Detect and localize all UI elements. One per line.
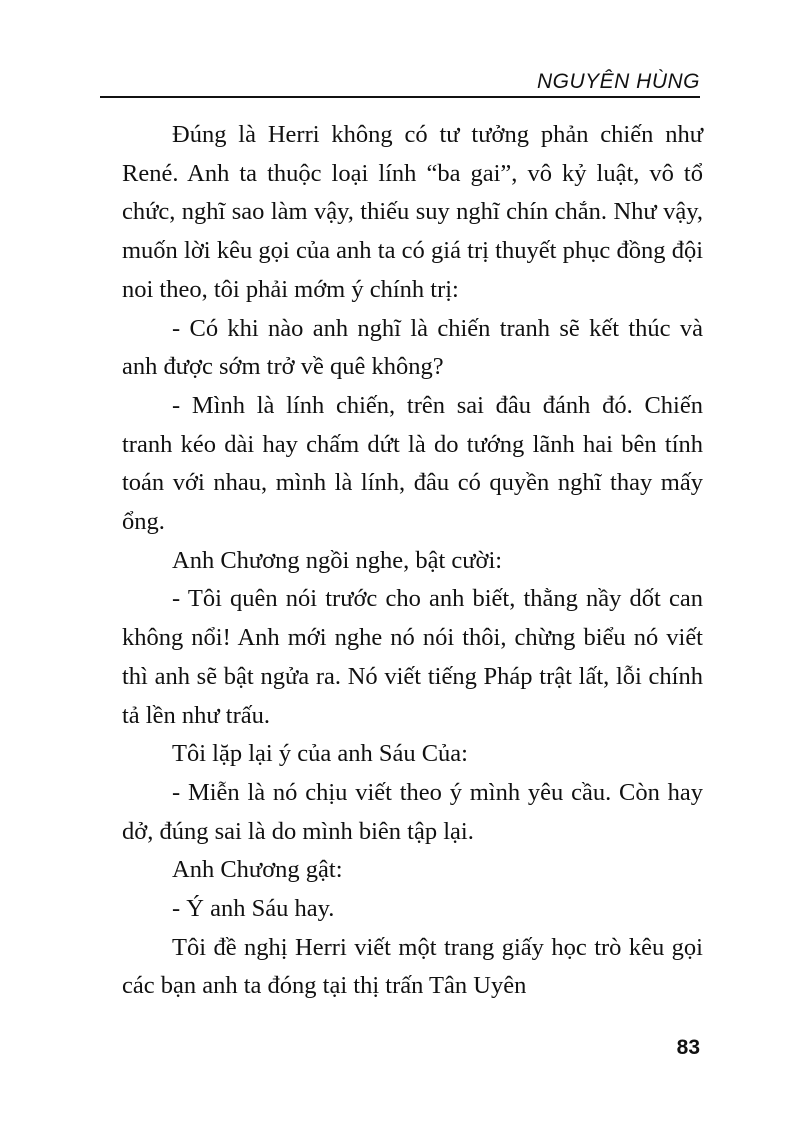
paragraph: - Ý anh Sáu hay. xyxy=(172,895,335,923)
paragraph: - Tôi quên nói trước cho anh biết, thằng nầy dốt can không nổi! Anh mới nghe nó nói thôi, chừng biểu nó viết thì anh sẽ bật ngửa ra. Nó viết tiếng Pháp trật lất, lỗi chính tả lền như trấu. xyxy=(122,585,703,729)
paragraph: Anh Chương ngồi nghe, bật cười: xyxy=(172,546,503,574)
page-number: 83 xyxy=(676,1036,700,1059)
paragraph: Tôi đề nghị Herri viết một trang giấy học trò kêu gọi các bạn anh ta đóng tại thị trấn Tân Uyên xyxy=(122,933,703,1000)
page-header xyxy=(100,62,700,98)
paragraph: - Có khi nào anh nghĩ là chiến tranh sẽ kết thúc và anh được sớm trở về quê không? xyxy=(122,314,703,381)
paragraph: - Miễn là nó chịu viết theo ý mình yêu cầu. Còn hay dở, đúng sai là do mình biên tập lại. xyxy=(122,778,703,845)
paragraph: Tôi lặp lại ý của anh Sáu Của: xyxy=(172,740,468,768)
paragraph: - Mình là lính chiến, trên sai đâu đánh đó. Chiến tranh kéo dài hay chấm dứt là do tướng lãnh hai bên tính toán với nhau, mình là lính, đâu có quyền nghĩ thay mấy ổng. xyxy=(122,391,703,536)
paragraph: Đúng là Herri không có tư tưởng phản chiến như René. Anh ta thuộc loại lính “ba gai”, vô kỷ luật, vô tổ chức, nghĩ sao làm vậy, thiếu suy nghĩ chín chắn. Như vậy, muốn lời kêu gọi của anh ta có giá trị thuyết phục đồng đội noi theo, tôi phải mớm ý chính trị: xyxy=(122,121,703,303)
running-head-author: NGUYÊN HÙNG xyxy=(536,70,700,93)
paragraph: Anh Chương gật: xyxy=(172,856,343,884)
page-body xyxy=(122,116,703,1006)
